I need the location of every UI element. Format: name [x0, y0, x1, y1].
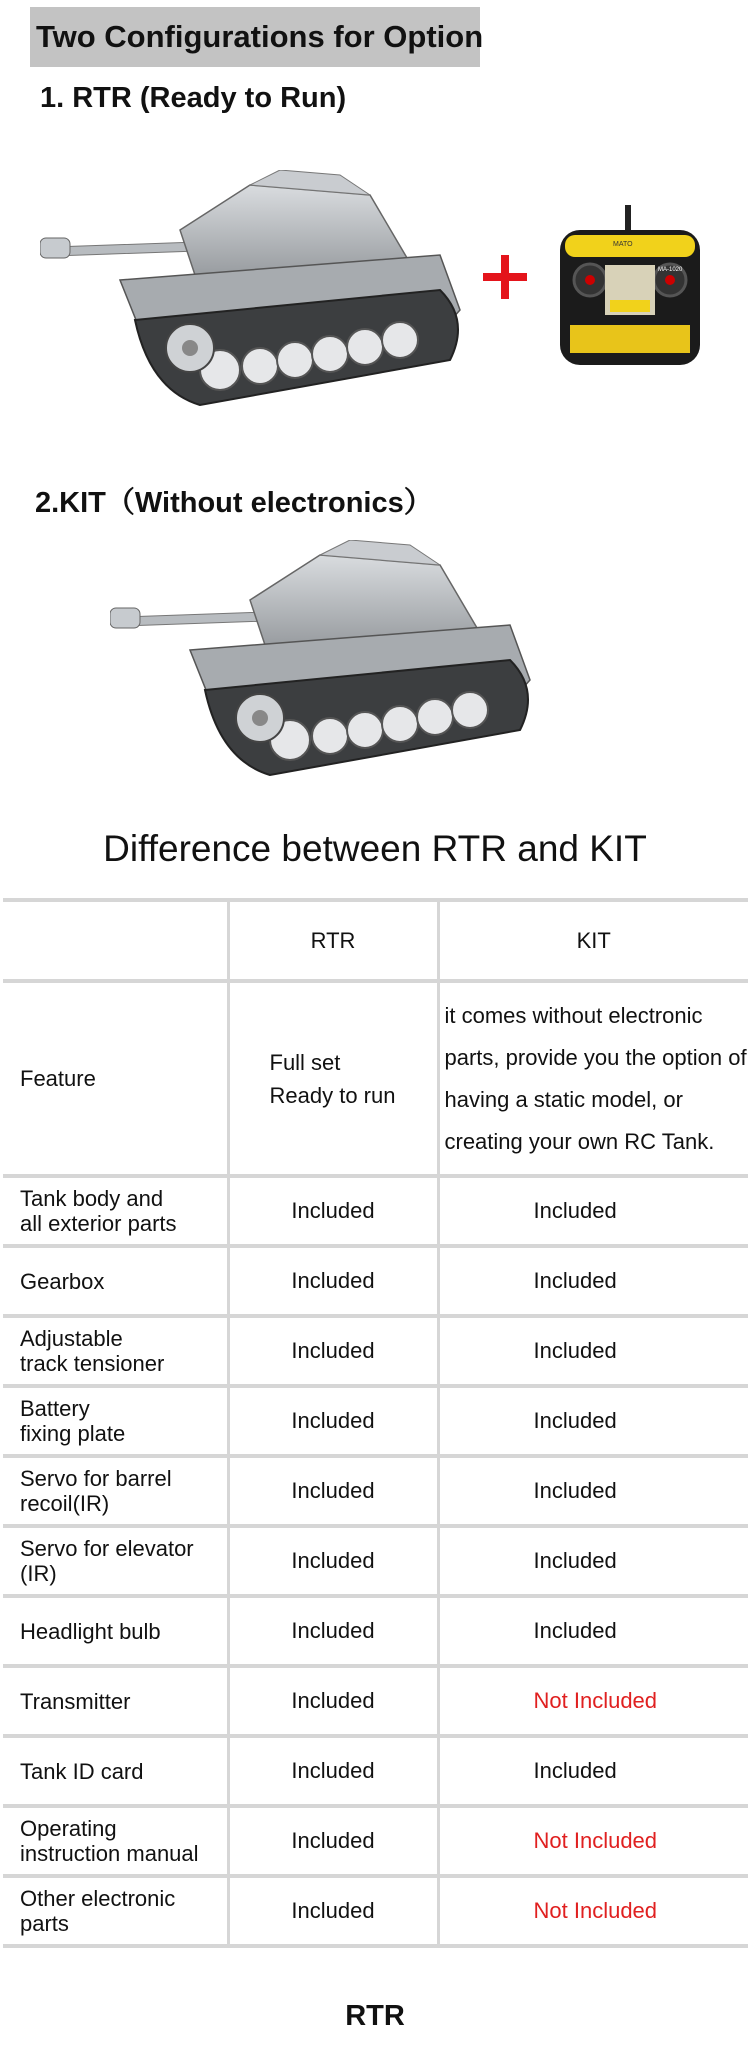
feature-rtr-cell — [228, 981, 438, 1176]
plus-icon — [483, 255, 527, 299]
kit-value: Included — [438, 1246, 748, 1316]
kit-value-not-included: Not Included — [438, 1666, 748, 1736]
row-label-line: Tank ID card — [20, 1758, 144, 1784]
row-label — [3, 1806, 228, 1876]
transmitter-image — [555, 205, 705, 370]
rtr-value: Included — [228, 1176, 438, 1246]
kit-value: Included — [438, 1456, 748, 1526]
row-label — [3, 1246, 228, 1316]
feature-rtr-line1: Full set — [269, 1049, 341, 1075]
table-row — [3, 1876, 748, 1946]
row-label-line: Tank body and — [20, 1186, 164, 1211]
table-row — [3, 1386, 748, 1456]
kit-value: Included — [438, 1176, 748, 1246]
transmitter-brand: MATO — [613, 241, 633, 248]
feature-label: Feature — [3, 981, 228, 1176]
kit-value: Included — [438, 1316, 748, 1386]
row-label — [3, 1736, 228, 1806]
rtr-value: Included — [228, 1876, 438, 1946]
row-label-line: Servo for elevator — [20, 1536, 194, 1561]
rtr-value: Included — [228, 1316, 438, 1386]
header-kit: KIT — [438, 900, 748, 981]
kit-value-not-included: Not Included — [438, 1806, 748, 1876]
row-label-line: track tensioner — [20, 1351, 165, 1376]
row-label-line: Headlight bulb — [20, 1618, 161, 1644]
header-empty-cell — [3, 900, 228, 981]
comparison-title: Difference between RTR and KIT — [103, 828, 647, 869]
transmitter-model: MA-1020 — [658, 267, 683, 273]
rtr-value: Included — [228, 1736, 438, 1806]
row-label — [3, 1456, 228, 1526]
row-label-line: parts — [20, 1911, 69, 1936]
table-row — [3, 1596, 748, 1666]
feature-kit-cell: it comes without electronic parts, provide you the option of having a static model, or creating your own RC Tank. — [438, 981, 748, 1176]
table-row — [3, 1666, 748, 1736]
row-label-line: Transmitter — [20, 1688, 131, 1714]
kit-value: Included — [438, 1526, 748, 1596]
table-header-row — [3, 900, 748, 981]
rtr-value: Included — [228, 1456, 438, 1526]
rtr-value: Included — [228, 1526, 438, 1596]
option-kit-title: 2.KIT（Without electronics） — [35, 487, 433, 519]
row-label-line: all exterior parts — [20, 1211, 177, 1236]
table-row — [3, 1316, 748, 1386]
row-label-line: recoil(IR) — [20, 1491, 110, 1516]
row-label-line: Other electronic — [20, 1886, 176, 1911]
kit-value-not-included: Not Included — [438, 1876, 748, 1946]
row-label — [3, 1876, 228, 1946]
row-label — [3, 1316, 228, 1386]
header-rtr: RTR — [228, 900, 438, 981]
tank-image-rtr — [40, 170, 480, 410]
feature-rtr-line2: Ready to run — [269, 1082, 396, 1108]
row-label-line: instruction manual — [20, 1841, 199, 1866]
row-label — [3, 1386, 228, 1456]
kit-value: Included — [438, 1736, 748, 1806]
table-row — [3, 1456, 748, 1526]
row-label-line: Adjustable — [20, 1326, 123, 1351]
row-label — [3, 1526, 228, 1596]
rtr-value: Included — [228, 1386, 438, 1456]
feature-row — [3, 981, 748, 1176]
footer-rtr-label: RTR — [345, 2000, 405, 2032]
table-row — [3, 1806, 748, 1876]
row-label-line: Battery — [20, 1396, 90, 1421]
table-row — [3, 1526, 748, 1596]
rtr-value: Included — [228, 1666, 438, 1736]
kit-value: Included — [438, 1596, 748, 1666]
row-label-line: Operating — [20, 1816, 117, 1841]
page-title: Two Configurations for Option — [36, 19, 484, 54]
rtr-value: Included — [228, 1596, 438, 1666]
table-row — [3, 1246, 748, 1316]
row-label — [3, 1176, 228, 1246]
row-label-line: Servo for barrel — [20, 1466, 172, 1491]
row-label-line: Gearbox — [20, 1268, 105, 1294]
row-label — [3, 1596, 228, 1666]
table-row — [3, 1736, 748, 1806]
kit-value: Included — [438, 1386, 748, 1456]
row-label — [3, 1666, 228, 1736]
row-label-line: (IR) — [20, 1561, 57, 1586]
option-rtr-title: 1. RTR (Ready to Run) — [40, 82, 347, 114]
row-label-line: fixing plate — [20, 1421, 126, 1446]
table-row — [3, 1176, 748, 1246]
rtr-value: Included — [228, 1806, 438, 1876]
tank-image-kit — [110, 540, 550, 780]
comparison-table — [3, 898, 748, 1948]
rtr-value: Included — [228, 1246, 438, 1316]
